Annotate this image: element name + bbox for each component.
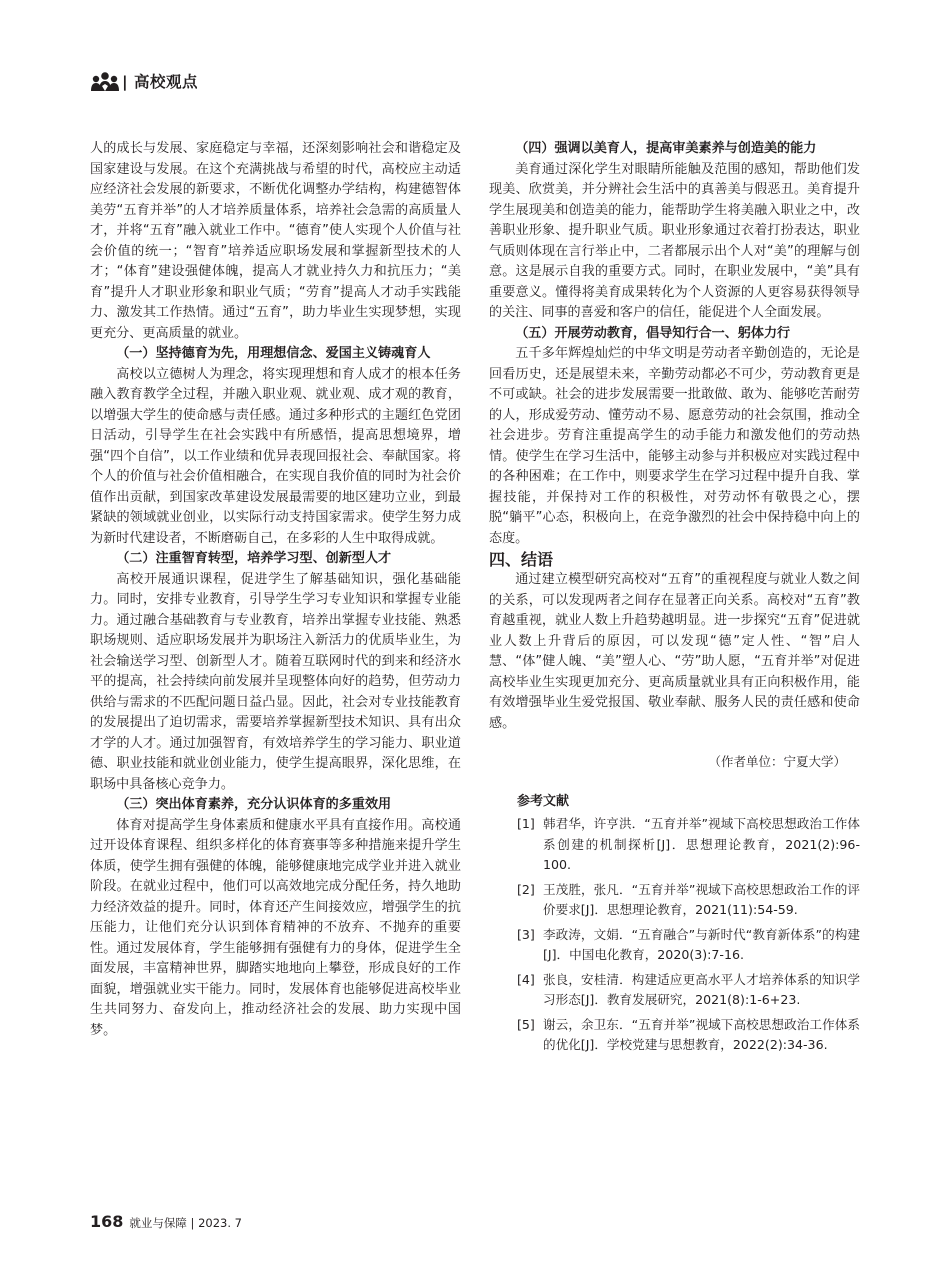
reference-text: 张良，安桂清．构建适应更高水平人才培养体系的知识学习形态[J]．教育发展研究，2021(8):1-6+23. (543, 971, 860, 1007)
subsection-heading-moral: （一）坚持德育为先，用理想信念、爱国主义铸魂育人 (116, 346, 431, 361)
reference-item (517, 1015, 860, 1056)
reference-number: [3] (517, 926, 535, 942)
reference-item (517, 970, 860, 1011)
reference-text: 李政涛，文娟．“五育融合”与新时代“教育新体系”的构建[J]．中国电化教育，2020(3):7-16. (543, 926, 860, 962)
conclusion-paragraph: 通过建立模型研究高校对“五育”的重视程度与就业人数之间的关系，可以发现两者之间存在显著正向关系。高校对“五育”教育越重视，就业人数上升趋势越明显。进一步探究“五育”促进就业人数上升背后的原因，可以发现“德”定人性、“智”启人慧、“体”健人魄、“美”塑人心、“劳”助人愿，“五育并举”对促进高校毕业生实现更加充分、更高质量就业具有正向积极作用，能有效增强毕业生爱党报国、敬业奉献、服务人民的责任感和使命感。 (489, 572, 860, 731)
body-paragraph: 高校以立德树人为理念，将实现理想和育人成才的根本任务融入教育教学全过程，并融入职业观、就业观、成才观的教育，以增强大学生的使命感与责任感。通过多种形式的主题红色党团日活动，引导学生在社会实践中有所感悟，提高思想境界，增强“四个自信”，以工作业绩和优异表现回报社会、奉献国家。将个人的价值与社会价值相融合，在实现自我价值的同时为社会价值作出贡献，到国家改革建设发展最需要的地区建功立业，到最紧缺的领域就业创业，以实际行动支持国家需求。使学生努力成为新时代建设者，不断磨砺自己，在多彩的人生中取得成就。 (90, 366, 461, 546)
reference-item (517, 925, 860, 966)
subsection-heading-intellectual: （二）注重智育转型，培养学习型、创新型人才 (116, 551, 392, 566)
reference-number: [1] (517, 816, 535, 831)
reference-text: 谢云，余卫东．“五育并举”视域下高校思想政治工作体系的优化[J]．学校党建与思想教育，2022(2):34-36. (543, 1016, 860, 1052)
reference-text: 韩君华，许亨洪．“五育并举”视域下高校思想政治工作体系创建的机制探析[J]．思想理论教育，2021(2):96-100. (543, 816, 860, 872)
people-logo-icon (90, 70, 120, 92)
references-title: 参考文献 (517, 794, 570, 809)
author-affiliation: （作者单位：宁夏大学） (708, 754, 846, 769)
reference-item (517, 880, 860, 921)
subsection-heading-aesthetic: （四）强调以美育人，提高审美素养与创造美的能力 (515, 141, 817, 156)
reference-number: [2] (517, 881, 535, 897)
section-heading-conclusion: 四、结语 (489, 550, 554, 569)
left-column (90, 139, 461, 1041)
reference-number: [4] (517, 971, 535, 987)
reference-text: 王茂胜，张凡．“五育并举”视域下高校思想政治工作的评价要求[J]．思想理论教育，2021(11):54-59. (543, 881, 860, 917)
page-header (90, 68, 198, 94)
subsection-heading-labor: （五）开展劳动教育，倡导知行合一、躬体力行 (515, 325, 791, 341)
body-paragraph: 五千多年辉煌灿烂的中华文明是劳动者辛勤创造的，无论是回看历史，还是展望未来，辛勤劳动都必不可少，劳动教育更是不可或缺。社会的进步发展需要一批敢做、敢为、能够吃苦耐劳的人，形成爱劳动、懂劳动不易、愿意劳动的社会氛围，推动全社会进步。劳育注重提高学生的动手能力和激发他们的劳动热情。使学生在学习生活中，能够主动参与并积极应对实践过程中的各种困难；在工作中，则要求学生在学习过程中提升自我、掌握技能，并保持对工作的积极性，对劳动怀有敬畏之心，摆脱“躺平”心态，积极向上，在竞争激烈的社会中保持稳中向上的态度。 (489, 346, 860, 546)
reference-number: [5] (517, 1016, 535, 1032)
intro-paragraph: 人的成长与发展、家庭稳定与幸福，还深刻影响社会和谐稳定及国家建设与发展。在这个充满挑战与希望的时代，高校应主动适应经济社会发展的新要求，不断优化调整办学结构，构建德智体美劳“五育并举”的人才培养质量体系，培养社会急需的高质量人才，并将“五育”融入就业工作中。“德育”使人实现个人价值与社会价值的统一；“智育”培养适应职场发展和掌握新型技术的人才；“体育”建设强健体魄，提高人才就业持久力和抗压力；“美育”提升人才职业形象和职业气质；“劳育”提高人才动手实践能力、激发其工作热情。通过“五育”，助力毕业生实现梦想，实现更充分、更高质量的就业。 (90, 141, 461, 341)
page-footer (90, 1212, 242, 1231)
body-paragraph: 体育对提高学生身体素质和健康水平具有直接作用。高校通过开设体育课程、组织多样化的体育赛事等多种措施来提升学生体质，使学生拥有强健的体魄，能够健康地完成学业并进入就业阶段。在就业过程中，他们可以高效地完成分配任务，持久地助力经济效益的提升。同时，体育还产生间接效应，增强学生的抗压能力，让他们充分认识到体育精神的不放弃、不抛弃的重要性。通过发展体育，学生能够拥有强健有力的身体，促进学生全面发展，丰富精神世界，脚踏实地地向上攀登，形成良好的工作面貌，增强就业实干能力。同时，发展体育也能够促进高校毕业生共同努力、奋发向上，推动经济社会的发展、助力实现中国梦。 (90, 817, 461, 1038)
right-column (489, 139, 860, 1060)
journal-issue: 就业与保障 | 2023. 7 (129, 1216, 242, 1230)
body-paragraph: 美育通过深化学生对眼睛所能触及范围的感知，帮助他们发现美、欣赏美，并分辨社会生活中的真善美与假恶丑。美育提升学生展现美和创造美的能力，能帮助学生将美融入职业之中，改善职业形象、提升职业气质。职业形象通过衣着打扮表达，职业气质则体现在言行举止中，二者都展示出个人对“美”的理解与创意。这是展示自我的重要方式。同时，在职业发展中，“美”具有重要意义。懂得将美育成果转化为个人资源的人更容易获得领导的关注、同事的喜爱和客户的信任，能促进个人全面发展。 (489, 161, 860, 320)
subsection-heading-physical: （三）突出体育素养，充分认识体育的多重效用 (116, 797, 392, 812)
body-paragraph: 高校开展通识课程，促进学生了解基础知识，强化基础能力。同时，安排专业教育，引导学生学习专业知识和掌握专业能力。通过融合基础教育与专业教育，培养出掌握专业技能、熟悉职场规则、适应职场发展并为职场注入新活力的优质毕业生，为社会输送学习型、创新型人才。随着互联网时代的到来和经济水平的提高，社会持续向前发展并呈现整体向好的趋势，但劳动力供给与需求的不匹配问题日益凸显。因此，社会对专业技能教育的发展提出了迫切需求，需要培养掌握新型技术知识、具有出众才学的人才。通过加强智育，有效培养学生的学习能力、职业道德、职业技能和就业创业能力，使学生提高眼界，深化思维，在职场中具备核心竞争力。 (90, 571, 461, 792)
column-title: | 高校观点 (122, 73, 199, 91)
reference-list (489, 814, 860, 1056)
page-number: 168 (90, 1212, 124, 1231)
reference-item (517, 814, 860, 876)
